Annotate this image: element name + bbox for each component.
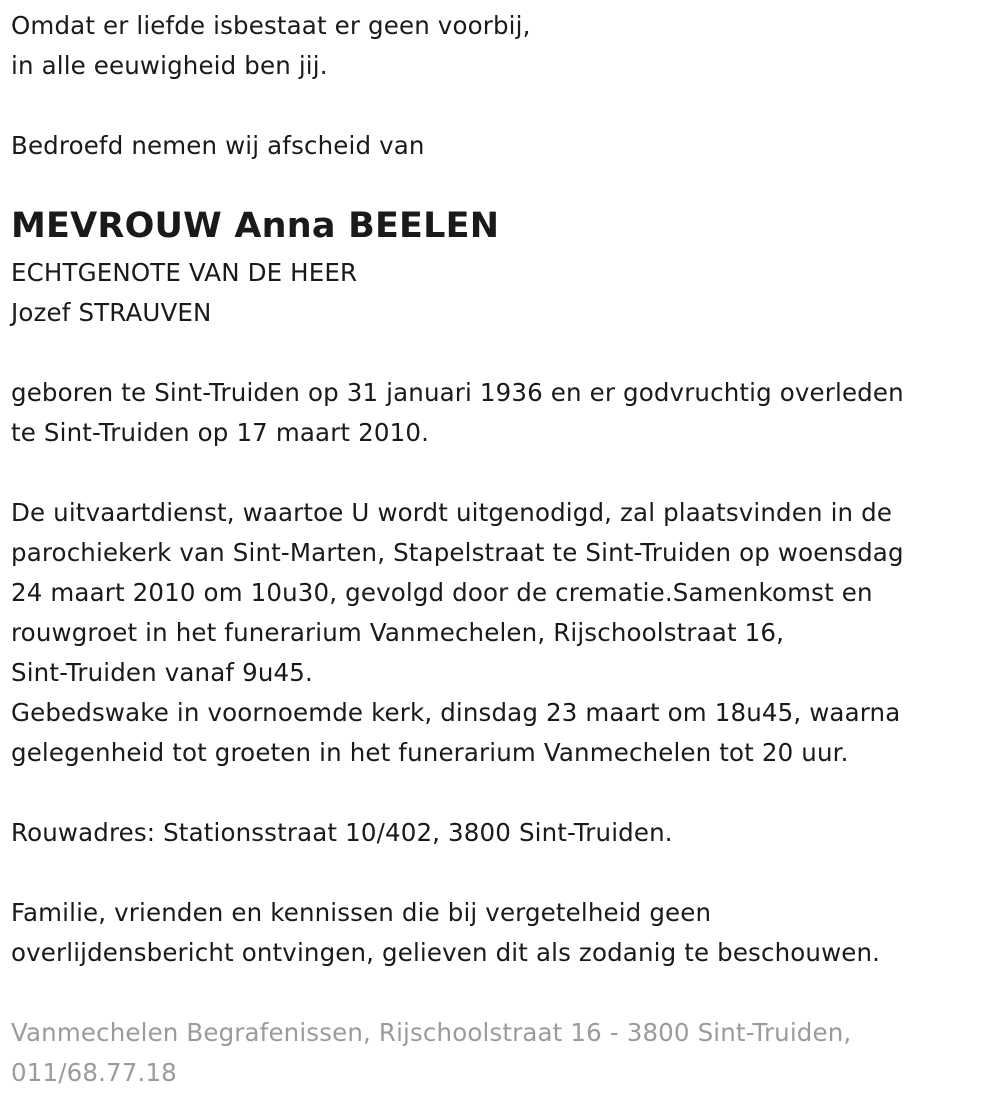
notice-line: Familie, vrienden en kennissen die bij vergetelheid geen <box>11 898 712 927</box>
service-line: Sint-Truiden vanaf 9u45. <box>11 658 313 687</box>
birth-death-line: geboren te Sint-Truiden op 31 januari 1936 en er godvruchtig overleden <box>11 378 904 407</box>
intro-line: in alle eeuwigheid ben jij. <box>11 51 328 80</box>
mourning-address: Rouwadres: Stationsstraat 10/402, 3800 Sint-Truiden. <box>11 818 673 847</box>
wake-line: gelegenheid tot groeten in het funerarium Vanmechelen tot 20 uur. <box>11 738 849 767</box>
service-line: 24 maart 2010 om 10u30, gevolgd door de crematie.Samenkomst en <box>11 578 873 607</box>
spouse-name: Jozef STRAUVEN <box>11 298 212 327</box>
service-line: De uitvaartdienst, waartoe U wordt uitgenodigd, zal plaatsvinden in de <box>11 498 893 527</box>
funeral-home-address: Vanmechelen Begrafenissen, Rijschoolstraat 16 - 3800 Sint-Truiden, <box>11 1018 852 1047</box>
service-line: parochiekerk van Sint-Marten, Stapelstraat te Sint-Truiden op woensdag <box>11 538 904 567</box>
service-line: rouwgroet in het funerarium Vanmechelen, Rijschoolstraat 16, <box>11 618 785 647</box>
funeral-home-phone: 011/68.77.18 <box>11 1058 177 1087</box>
announcement: Bedroefd nemen wij afscheid van <box>11 131 425 160</box>
deceased-name: MEVROUW Anna BEELEN <box>11 206 500 246</box>
relation-line: ECHTGENOTE VAN DE HEER <box>11 258 358 287</box>
intro-line: Omdat er liefde isbestaat er geen voorbij, <box>11 11 531 40</box>
wake-line: Gebedswake in voornoemde kerk, dinsdag 23 maart om 18u45, waarna <box>11 698 901 727</box>
notice-line: overlijdensbericht ontvingen, gelieven dit als zodanig te beschouwen. <box>11 938 881 967</box>
birth-death-line: te Sint-Truiden op 17 maart 2010. <box>11 418 430 447</box>
